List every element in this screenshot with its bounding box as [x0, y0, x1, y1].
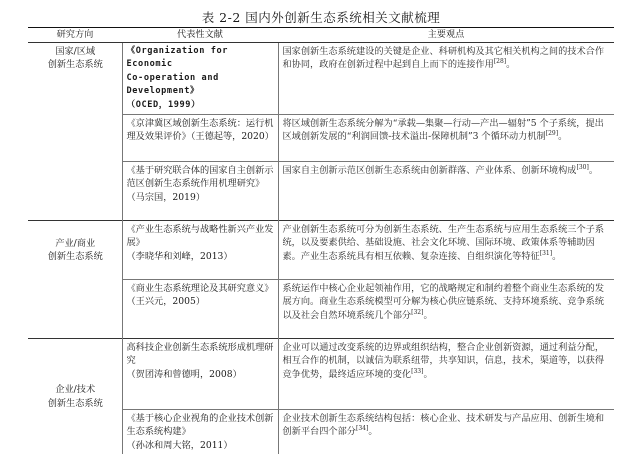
table-row: [28, 221, 614, 280]
literature-cell: [122, 43, 278, 115]
literature-cell: [122, 221, 278, 280]
citation-ref: [28]: [493, 58, 507, 66]
citation-ref: [31]: [539, 249, 553, 257]
literature-cell: [122, 280, 278, 339]
literature-author: （孙冰和周大铭，2011）: [126, 439, 233, 451]
viewpoint-cell: 产业创新生态系统可分为创新生态系统、生产生态系统与应用生态系统三个子系统，以及要素供给、基础设施、社会文化环境、国际环境、政策体系等辅助因素。产业生态系统具有相互依赖、复杂连接、自组织演化等特征[31]。: [278, 221, 614, 280]
direction-cell: [28, 339, 122, 454]
viewpoint-cell: 系统运作中核心企业起领袖作用，它的战略规定和制约着整个商业生态系统的发展方向。商业生态系统模型可分解为核心供应链系统、支持环境系统、竞争系统以及社会自然环境系统几个部分[32]。: [278, 280, 614, 339]
table-header-row: [28, 28, 614, 43]
literature-title: 《京津冀区域创新生态系统：运行机理及效果评价》（王德起等，2020）: [126, 118, 274, 143]
citation-ref: [30]: [576, 163, 589, 171]
literature-author: （贺团涛和曾德明，2008）: [126, 368, 242, 380]
header-literature: 代表性文献: [122, 28, 278, 43]
literature-title: 高科技企业创新生态系统形成机理研究: [126, 342, 274, 367]
literature-title-line: 《Organization for Economic: [126, 46, 229, 70]
viewpoint-cell: 将区域创新生态系统分解为“承载—集聚—行动—产出—辐射”5 个子系统，提出区域创新发展的“利润回馈-技术溢出-保障机制”3 个循环动力机制[29]。: [278, 115, 614, 162]
viewpoint-text: 国家自主创新示范区创新生态系统由创新群落、产业体系、创新环境构成: [282, 165, 577, 177]
direction-line: 创新生态系统: [47, 397, 103, 409]
literature-title-line: Development》: [126, 86, 200, 97]
viewpoint-text: 将区域创新生态系统分解为“承载—集聚—行动—产出—辐射”5 个子系统，提出区域创新发展的“利润回馈-技术溢出-保障机制”3 个循环动力机制: [282, 118, 604, 143]
viewpoint-cell: 企业可以通过改变系统的边界或组织结构，整合企业创新资源，通过利益分配，相互合作的机制，以诚信为联系纽带，共享知识，信息，技术，渠道等，以获得竞争优势，最终适应环境的变化[33]。: [278, 339, 614, 410]
literature-cell: [122, 410, 278, 454]
literature-author: （马宗国，2019）: [126, 191, 206, 203]
literature-title-line: Co-operation and: [126, 72, 219, 83]
literature-author: （王兴元，2005）: [126, 296, 206, 308]
viewpoint-text: 系统运作中核心企业起领袖作用，它的战略规定和制约着整个商业生态系统的发展方向。商业生态系统模型可分解为核心供应链系统、支持环境系统、竞争系统以及社会自然环境系统几个部分: [282, 283, 605, 321]
literature-cell: [122, 162, 278, 221]
direction-line: 企业/技术: [55, 384, 96, 396]
literature-cell: [122, 115, 278, 162]
citation-ref: [34]: [356, 425, 369, 433]
viewpoint-text: 企业可以通过改变系统的边界或组织结构，整合企业创新资源，通过利益分配，相互合作的机制，以诚信为联系纽带，共享知识，信息，技术，渠道等，以获得竞争优势，最终适应环境的变化: [282, 342, 605, 380]
literature-title: 《基于核心企业视角的企业技术创新生态系统构建》: [126, 413, 274, 438]
table-row: [28, 43, 614, 115]
literature-title: 《基于研究联合体的国家自主创新示范区创新生态系统作用机理研究》: [126, 165, 274, 190]
viewpoint-text: 企业技术创新生态系统结构包括：核心企业、技术研发与产品应用、创新生境和创新平台四个部分: [282, 413, 605, 438]
direction-line: 产业/商业: [55, 238, 96, 250]
direction-line: 创新生态系统: [47, 251, 103, 263]
direction-line: 创新生态系统: [47, 59, 103, 71]
literature-author: （李晓华和刘峰，2013）: [126, 250, 233, 262]
viewpoint-cell: 国家自主创新示范区创新生态系统由创新群落、产业体系、创新环境构成[30]。: [278, 162, 614, 221]
table-row: [28, 339, 614, 410]
direction-cell: [28, 43, 122, 221]
direction-cell: [28, 221, 122, 339]
citation-ref: [29]: [545, 130, 559, 138]
citation-ref: [32]: [411, 308, 424, 316]
citation-ref: [33]: [411, 367, 424, 375]
viewpoint-cell: 国家创新生态系统建设的关键是企业、科研机构及其它相关机构之间的技术合作和协同，政府在创新过程中起到自上而下的连接作用[28]。: [278, 43, 614, 115]
table-caption: 表 2-2 国内外创新生态系统相关文献梳理: [201, 10, 441, 25]
header-direction: 研究方向: [28, 28, 122, 43]
header-viewpoint: 主要观点: [278, 28, 614, 43]
viewpoint-cell: 企业技术创新生态系统结构包括：核心企业、技术研发与产品应用、创新生境和创新平台四个部分[34]。: [278, 410, 614, 454]
literature-title: 《产业生态系统与战略性新兴产业发展》: [126, 224, 274, 249]
literature-title: 《商业生态系统理论及其研究意义》: [126, 283, 274, 295]
direction-line: 国家/区域: [55, 46, 96, 57]
viewpoint-text: 产业创新生态系统可分为创新生态系统、生产生态系统与应用生态系统三个子系统，以及要素供给、基础设施、社会文化环境、国际环境、政策体系等辅助因素。产业生态系统具有相互依赖、复杂连接、自组织演化等特征: [282, 224, 605, 262]
literature-author: （OCED，1999）: [126, 99, 201, 110]
literature-table: [28, 27, 614, 454]
viewpoint-text: 国家创新生态系统建设的关键是企业、科研机构及其它相关机构之间的技术合作和协同，政府在创新过程中起到自上而下的连接作用: [282, 46, 605, 71]
literature-cell: [122, 339, 278, 410]
